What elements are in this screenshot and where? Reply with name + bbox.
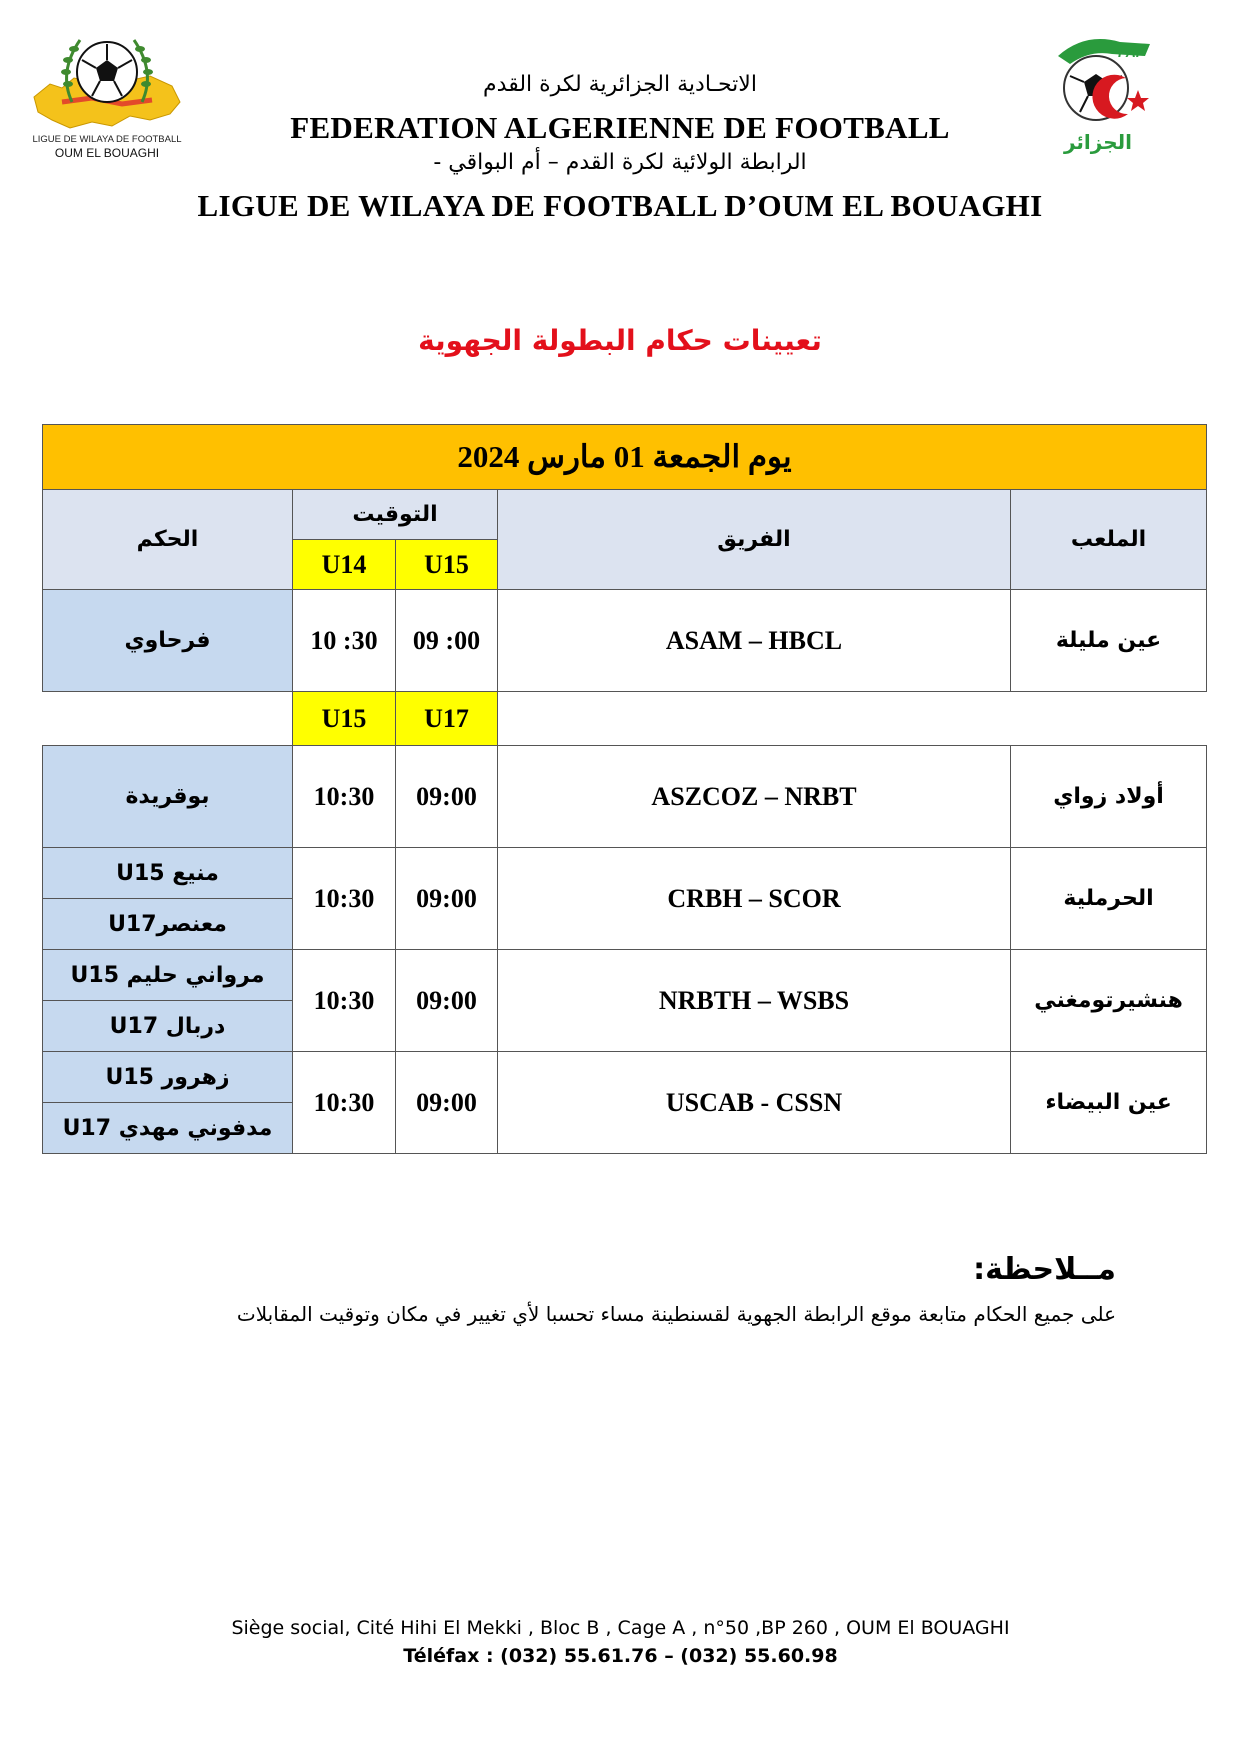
match-cell: ASZCOZ – NRBT [498, 746, 1011, 848]
category-label: U15 [293, 692, 396, 746]
match-cell: NRBTH – WSBS [498, 950, 1011, 1052]
time-cell: 10:30 [293, 1052, 396, 1154]
table-row [43, 848, 1207, 899]
time-cell: 09:00 [396, 746, 498, 848]
category-label: U15 [396, 540, 498, 590]
referee-cell: فرحاوي [43, 590, 293, 692]
time-cell: 09:00 [396, 848, 498, 950]
league-logo-line2: OUM EL BOUAGHI [54, 146, 160, 160]
category-label: U17 [396, 692, 498, 746]
stadium-cell: هنشيرتومغني [1011, 950, 1207, 1052]
referee-cell: دربال U17 [43, 1001, 293, 1052]
stadium-cell: عين البيضاء [1011, 1052, 1207, 1154]
referee-cell: منيع U15 [43, 848, 293, 899]
time-cell: 10 :30 [293, 590, 396, 692]
footer-phone: Téléfax : (032) 55.61.76 – (032) 55.60.98 [403, 1645, 838, 1667]
federation-french: FEDERATION ALGERIENNE DE FOOTBALL [290, 110, 950, 145]
header-team: الفريق [498, 490, 1011, 590]
match-cell: CRBH – SCOR [498, 848, 1011, 950]
page-title: تعيينات حكام البطولة الجهوية [418, 324, 822, 357]
stadium-cell: أولاد زواي [1011, 746, 1207, 848]
time-cell: 09 :00 [396, 590, 498, 692]
time-cell: 10:30 [293, 746, 396, 848]
faf-logo-icon [1040, 30, 1170, 140]
time-cell: 09:00 [396, 1052, 498, 1154]
time-cell: 10:30 [293, 848, 396, 950]
header-stadium: الملعب [1011, 490, 1207, 590]
footer-address: Siège social, Cité Hihi El Mekki , Bloc B , Cage A , n°50 ,BP 260 , OUM El BOUAGHI [231, 1617, 1010, 1639]
table-row [43, 1052, 1207, 1103]
time-cell: 10:30 [293, 950, 396, 1052]
stadium-cell: الحرملية [1011, 848, 1207, 950]
schedule-table [42, 424, 1207, 1154]
league-arabic: الرابطة الولائية لكرة القدم – أم البواقي - [433, 150, 807, 175]
faf-logo-text: الجزائر [1063, 130, 1133, 154]
time-cell: 09:00 [396, 950, 498, 1052]
league-french: LIGUE DE WILAYA DE FOOTBALL D’OUM EL BOUAGHI [197, 188, 1043, 223]
referee-cell: مرواني حليم U15 [43, 950, 293, 1001]
league-logo [22, 22, 192, 162]
referee-cell: زهرور U15 [43, 1052, 293, 1103]
table-row [43, 950, 1207, 1001]
match-cell: USCAB - CSSN [498, 1052, 1011, 1154]
table-row [43, 746, 1207, 848]
federation-arabic: الاتحـادية الجزائرية لكرة القدم [483, 72, 757, 97]
league-logo-line1: LIGUE DE WILAYA DE FOOTBALL [32, 134, 182, 145]
table-row [43, 590, 1207, 692]
referee-cell: مدفوني مهدي U17 [43, 1103, 293, 1154]
header-timing: التوقيت [293, 490, 498, 540]
note-text: على جميع الحكام متابعة موقع الرابطة الجهوية لقسنطينة مساء تحسبا لأي تغيير في مكان وتوقيت المقابلات [236, 1302, 1116, 1326]
referee-cell: معنصرU17 [43, 899, 293, 950]
day-header: يوم الجمعة 01 مارس 2024 [43, 425, 1207, 490]
category-label: U14 [293, 540, 396, 590]
note-label: مــلاحظة: [973, 1252, 1116, 1287]
referee-cell: بوقريدة [43, 746, 293, 848]
header-referee: الحكم [43, 490, 293, 590]
faf-logo-letters: FAF [1118, 44, 1145, 60]
faf-logo [1040, 30, 1170, 160]
match-cell: ASAM – HBCL [498, 590, 1011, 692]
stadium-cell: عين مليلة [1011, 590, 1207, 692]
